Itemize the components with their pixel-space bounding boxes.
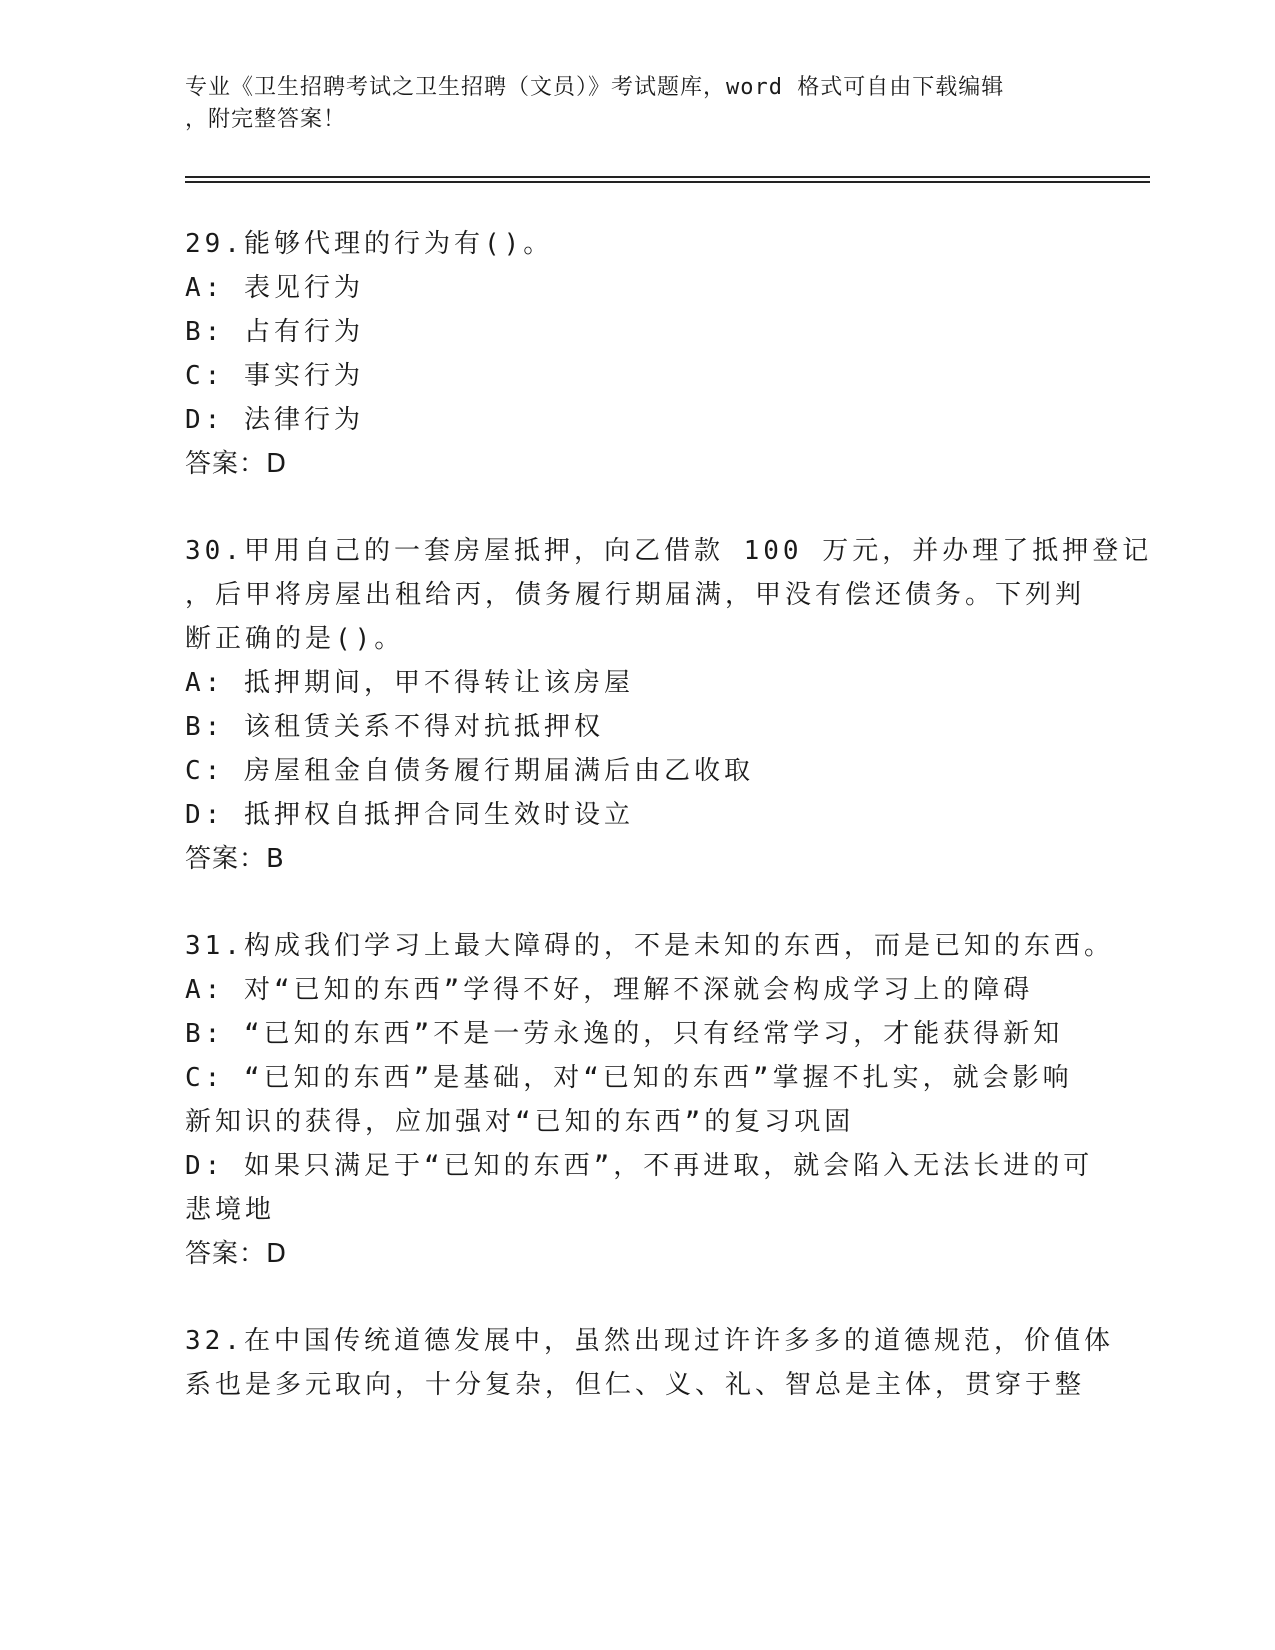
document-header (185, 72, 1065, 136)
question-32-stem-line-2: 系也是多元取向，十分复杂，但仁、义、礼、智总是主体，贯穿于整 (185, 1370, 1086, 1400)
question-29-option-b: B: 占有行为 (185, 317, 364, 347)
question-30-stem-line-2: ，后甲将房屋出租给丙，债务履行期届满，甲没有偿还债务。下列判 (185, 580, 1086, 610)
header-divider-top (185, 176, 1150, 178)
question-30-option-d: D: 抵押权自抵押合同生效时设立 (185, 800, 634, 830)
question-31-option-c-line-1: C: “已知的东西”是基础，对“已知的东西”掌握不扎实，就会影响 (185, 1063, 1073, 1093)
question-31-option-a: A: 对“已知的东西”学得不好，理解不深就会构成学习上的障碍 (185, 975, 1034, 1005)
question-31-answer: 答案：D (185, 1239, 288, 1269)
header-line-1: 专业《卫生招聘考试之卫生招聘（文员）》考试题库，word 格式可自由下载编辑 (185, 75, 1005, 100)
question-30-option-a: A: 抵押期间，甲不得转让该房屋 (185, 668, 634, 698)
question-30-stem-line-3: 断正确的是()。 (185, 624, 405, 654)
question-32-stem-line-1: 32.在中国传统道德发展中，虽然出现过许许多多的道德规范，价值体 (185, 1326, 1114, 1356)
question-29-option-c: C: 事实行为 (185, 361, 364, 391)
question-29-option-a: A: 表见行为 (185, 273, 364, 303)
question-31-option-d-line-2: 悲境地 (185, 1195, 276, 1225)
question-29-stem: 29.能够代理的行为有()。 (185, 229, 554, 259)
question-31-option-b: B: “已知的东西”不是一劳永逸的，只有经常学习，才能获得新知 (185, 1019, 1064, 1049)
question-30-answer: 答案：B (185, 844, 285, 874)
header-line-2: ，附完整答案！ (185, 107, 347, 132)
question-29-option-d: D: 法律行为 (185, 405, 364, 435)
header-divider-bottom (185, 181, 1150, 183)
question-30-option-b: B: 该租赁关系不得对抗抵押权 (185, 712, 604, 742)
question-31-stem: 31.构成我们学习上最大障碍的，不是未知的东西，而是已知的东西。 (185, 931, 1114, 961)
question-30-stem-line-1: 30.甲用自己的一套房屋抵押，向乙借款 100 万元，并办理了抵押登记 (185, 536, 1153, 566)
question-31-option-c-line-2: 新知识的获得，应加强对“已知的东西”的复习巩固 (185, 1107, 855, 1137)
question-30-option-c: C: 房屋租金自债务履行期届满后由乙收取 (185, 756, 754, 786)
question-31-option-d-line-1: D: 如果只满足于“已知的东西”，不再进取，就会陷入无法长进的可 (185, 1151, 1094, 1181)
question-29-answer: 答案：D (185, 449, 288, 479)
